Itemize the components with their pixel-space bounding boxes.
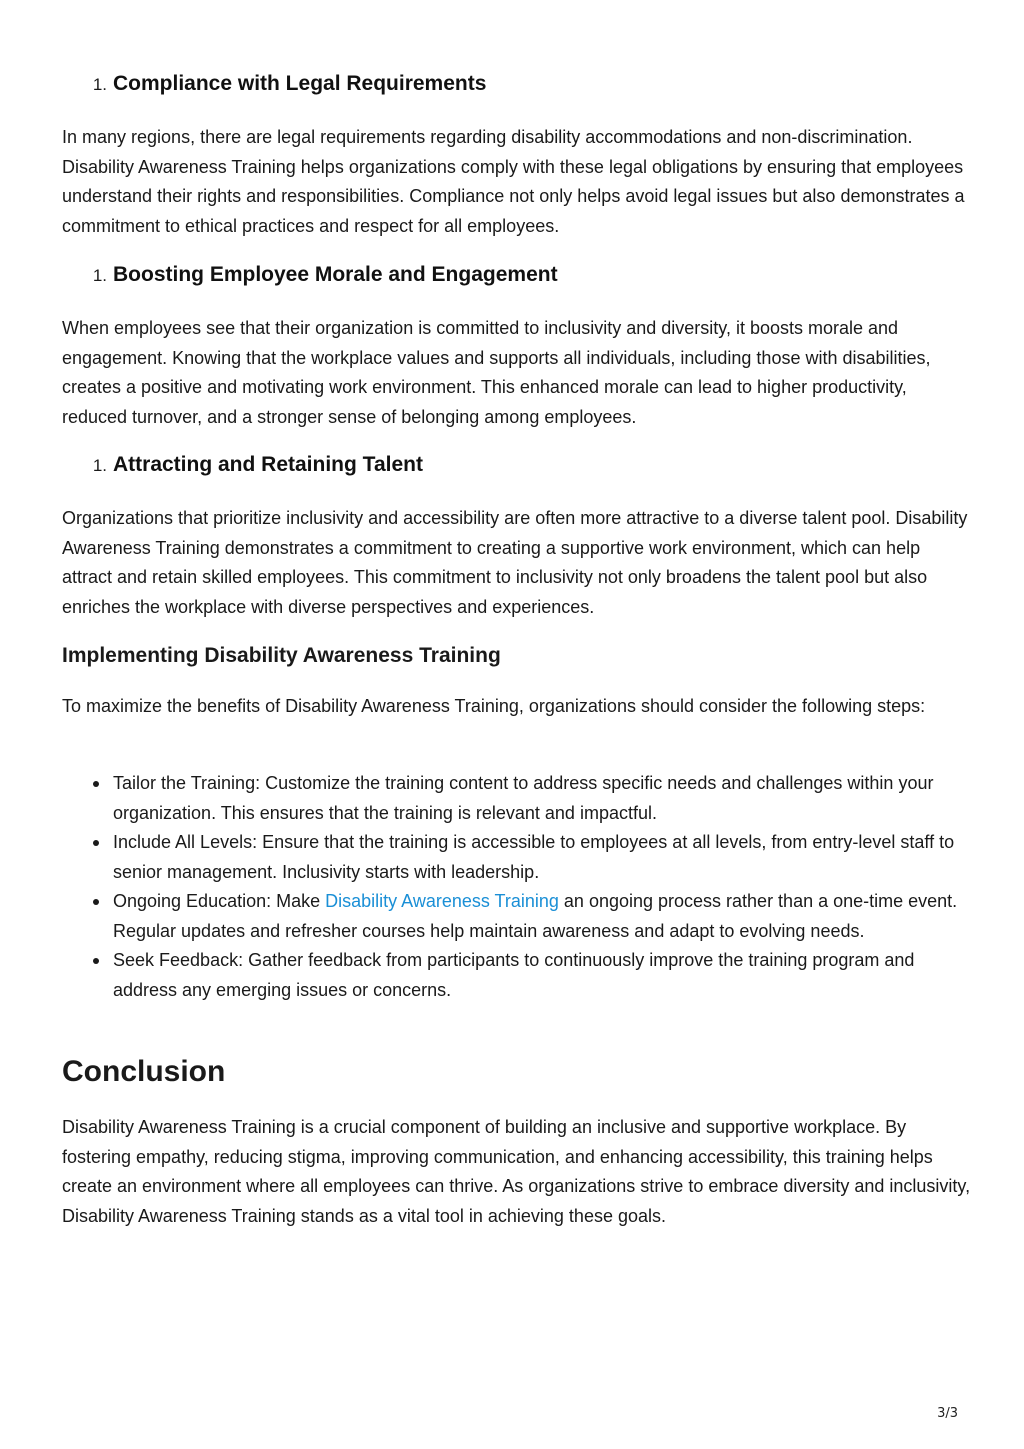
list-number: 1. [92, 266, 107, 285]
list-item-text: Seek Feedback: Gather feedback from participants to continuously improve the training program and address any emerging issues or concerns. [113, 950, 915, 1000]
list-item-text: Tailor the Training: Customize the training content to address specific needs and challenges within your organization. This ensures that the training is relevant and impactful. [113, 773, 934, 823]
section-title: Compliance with Legal Requirements [113, 72, 487, 95]
list-item [62, 946, 972, 1005]
section-title: Boosting Employee Morale and Engagement [113, 263, 558, 286]
section-paragraph: When employees see that their organization is committed to inclusivity and diversity, it boosts morale and engagement. Knowing that the workplace values and supports all individuals, including those with disabilities, creates a positive and motivating work environment. This enhanced morale can lead to higher productivity, reduced turnover, and a stronger sense of belonging among employees. [62, 318, 931, 427]
list-item-text: Include All Levels: Ensure that the training is accessible to employees at all levels, from entry-level staff to senior management. Inclusivity starts with leadership. [113, 832, 955, 882]
section-heading-morale [62, 263, 558, 287]
section-heading-talent [62, 453, 423, 477]
section-heading-compliance [62, 72, 486, 96]
section-paragraph: Organizations that prioritize inclusivity and accessibility are often more attractive to a diverse talent pool. Disability Awareness Training demonstrates a commitment to creating a supportive work environment, which can help attract and retain skilled employees. This commitment to inclusivity not only broadens the talent pool but also enriches the workplace with diverse perspectives and experiences. [62, 508, 968, 617]
list-item-text-after: an ongoing process rather than a one-time event. Regular updates and refresher courses help maintain awareness and adapt to evolving needs. [113, 891, 958, 941]
bullet-icon [93, 781, 99, 787]
conclusion-paragraph: Disability Awareness Training is a crucial component of building an inclusive and supportive workplace. By fostering empathy, reducing stigma, improving communication, and enhancing accessibility, this training helps create an environment where all employees can thrive. As organizations strive to embrace diversity and inclusivity, Disability Awareness Training stands as a vital tool in achieving these goals. [62, 1117, 971, 1226]
section-paragraph: In many regions, there are legal requirements regarding disability accommodations and non-discrimination. Disability Awareness Training helps organizations comply with these legal obligations by ensuring that employees understand their rights and responsibilities. Compliance not only helps avoid legal issues but also demonstrates a commitment to ethical practices and respect for all employees. [62, 127, 965, 236]
section-title: Attracting and Retaining Talent [113, 453, 423, 476]
implementing-intro: To maximize the benefits of Disability Awareness Training, organizations should consider the following steps: [62, 696, 926, 716]
list-item-text-before: Ongoing Education: Make [113, 891, 326, 911]
implementing-heading: Implementing Disability Awareness Training [62, 644, 501, 667]
list-item [62, 887, 972, 946]
list-number: 1. [92, 456, 107, 475]
steps-list [62, 769, 972, 1005]
disability-awareness-training-link[interactable]: Disability Awareness Training [325, 891, 559, 911]
bullet-icon [93, 958, 99, 964]
list-number: 1. [92, 75, 107, 94]
list-item [62, 828, 972, 887]
bullet-icon [93, 840, 99, 846]
bullet-icon [93, 899, 99, 905]
list-item [62, 769, 972, 828]
page-number: 3/3 [937, 1406, 958, 1421]
conclusion-heading: Conclusion [62, 1055, 226, 1088]
